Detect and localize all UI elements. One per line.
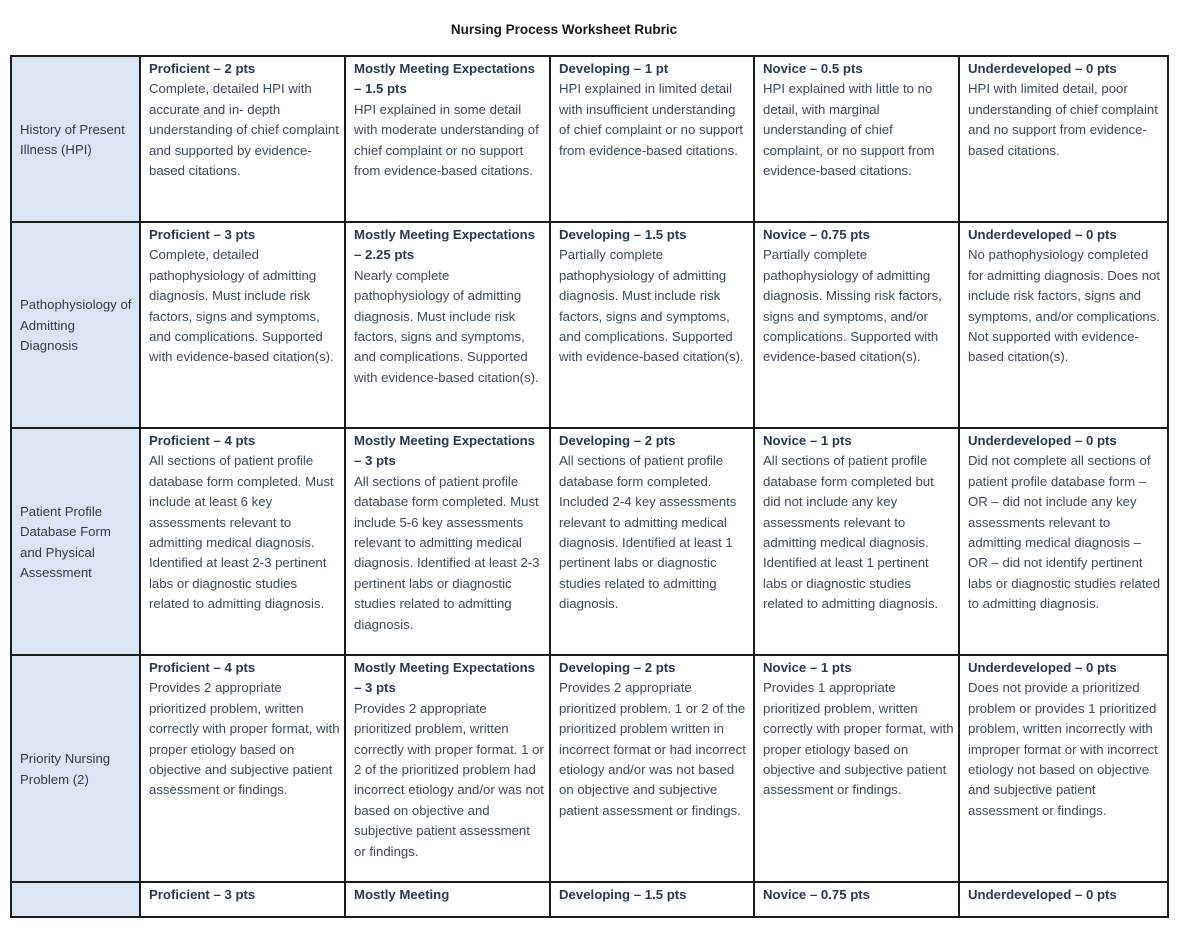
underdeveloped-cell	[959, 222, 1168, 428]
score-description: Partially complete pathophysiology of admitting diagnosis. Missing risk factors, signs and symptoms, and/or complications. Supported with evidence-based citation(s).	[763, 247, 942, 365]
score-description: Provides 2 appropriate prioritized problem, written correctly with proper format, with proper etiology based on objective and subjective patient assessment or findings.	[149, 680, 340, 798]
rubric-row	[11, 222, 1168, 428]
criterion-cell	[11, 222, 140, 428]
score-description: HPI explained in some detail with moderate understanding of chief complaint or no support from evidence-based citations.	[354, 101, 539, 179]
novice-cell	[754, 655, 959, 882]
criterion-cell	[11, 882, 140, 917]
rubric-table	[10, 55, 1169, 918]
score-description: Provides 2 appropriate prioritized problem. 1 or 2 of the prioritized problem written in incorrect format or had incorrect etiology and/or was not based on objective and subjective patient assessment or findings.	[559, 680, 746, 818]
underdeveloped-cell	[959, 655, 1168, 882]
rubric-row	[11, 655, 1168, 882]
score-level-label: Novice – 0.75 pts	[763, 887, 871, 902]
score-description: Does not provide a prioritized problem or provides 1 prioritized problem, written incorrectly with improper format or with incorrect etiology not based on objective and subjective patient assessment or findings.	[968, 680, 1158, 818]
criterion-label: Patient Profile Database Form and Physical Assessment	[20, 503, 111, 580]
score-description: Provides 2 appropriate prioritized problem, written correctly with proper format. 1 or 2 of the prioritized problem had incorrect etiology and/or was not based on objective and subjective patient assessment or findings.	[354, 700, 544, 859]
score-level-label: Novice – 0.75 pts	[763, 227, 871, 242]
score-description: Complete, detailed HPI with accurate and in- depth understanding of chief complaint and supported by evidence-based citations.	[149, 81, 339, 179]
score-level-label: Novice – 1 pts	[763, 660, 852, 675]
score-level-label: Mostly Meeting Expectations – 1.5 pts	[354, 61, 535, 97]
score-description: All sections of patient profile database form completed. Must include 5-6 key assessments relevant to admitting medical diagnosis. Identified at least 2-3 pertinent labs or diagnostic studies related to admitting diagnosis.	[354, 473, 540, 632]
score-description: HPI explained with little to no detail, with marginal understanding of chief complaint, or no support from evidence-based citations.	[763, 81, 935, 179]
score-level-label: Underdeveloped – 0 pts	[968, 433, 1117, 448]
score-level-label: Mostly Meeting Expectations – 3 pts	[354, 660, 535, 696]
score-level-label: Underdeveloped – 0 pts	[968, 660, 1117, 675]
rubric-row	[11, 882, 1168, 917]
underdeveloped-cell	[959, 56, 1168, 222]
score-level-label: Underdeveloped – 0 pts	[968, 61, 1117, 76]
score-level-label: Underdeveloped – 0 pts	[968, 227, 1117, 242]
score-level-label: Mostly Meeting	[354, 887, 450, 902]
mostly-meeting-cell	[345, 428, 550, 655]
score-level-label: Developing – 1 pt	[559, 61, 669, 76]
score-level-label: Proficient – 3 pts	[149, 887, 256, 902]
score-description: Provides 1 appropriate prioritized problem, written correctly with proper format, with proper etiology based on objective and subjective patient assessment or findings.	[763, 680, 954, 798]
novice-cell	[754, 56, 959, 222]
score-description: All sections of patient profile database form completed. Must include at least 6 key assessments relevant to admitting medical diagnosis. Identified at least 2-3 pertinent labs or diagnostic studies related to admitting diagnosis.	[149, 453, 334, 612]
novice-cell	[754, 882, 959, 917]
score-description: HPI explained in limited detail with insufficient understanding of chief complaint or no support from evidence-based citations.	[559, 81, 743, 158]
mostly-meeting-cell	[345, 882, 550, 917]
score-description: HPI with limited detail, poor understanding of chief complaint and no support from evidence-based citations.	[968, 81, 1158, 158]
mostly-meeting-cell	[345, 56, 550, 222]
score-level-label: Novice – 0.5 pts	[763, 61, 863, 76]
rubric-body	[11, 56, 1168, 917]
criterion-label: History of Present Illness (HPI)	[20, 121, 125, 157]
score-level-label: Proficient – 3 pts	[149, 227, 256, 242]
mostly-meeting-cell	[345, 655, 550, 882]
criterion-label: Pathophysiology of Admitting Diagnosis	[20, 297, 132, 354]
score-description: Complete, detailed pathophysiology of admitting diagnosis. Must include risk factors, signs and symptoms, and complications. Supported with evidence-based citation(s).	[149, 247, 334, 365]
rubric-row	[11, 56, 1168, 222]
novice-cell	[754, 222, 959, 428]
score-level-label: Developing – 2 pts	[559, 433, 676, 448]
score-level-label: Developing – 1.5 pts	[559, 887, 687, 902]
page-title: Nursing Process Worksheet Rubric	[450, 22, 678, 37]
score-description: No pathophysiology completed for admitting diagnosis. Does not include risk factors, signs and symptoms, and/or complications. Not supported with evidence-based citation(s).	[968, 247, 1161, 365]
score-description: All sections of patient profile database form completed but did not include any key assessments relevant to admitting medical diagnosis. Identified at least 1 pertinent labs or diagnostic studies related to admitting diagnosis.	[763, 453, 939, 612]
score-description: All sections of patient profile database form completed. Included 2-4 key assessments relevant to admitting medical diagnosis. Identified at least 1 pertinent labs or diagnostic studies related to admitting diagnosis.	[559, 453, 737, 612]
mostly-meeting-cell	[345, 222, 550, 428]
criterion-label: Priority Nursing Problem (2)	[20, 751, 111, 787]
developing-cell	[550, 222, 754, 428]
underdeveloped-cell	[959, 428, 1168, 655]
rubric-row	[11, 428, 1168, 655]
score-level-label: Mostly Meeting Expectations – 3 pts	[354, 433, 535, 469]
score-description: Partially complete pathophysiology of admitting diagnosis. Must include risk factors, signs and symptoms, and complications. Supported with evidence-based citation(s).	[559, 247, 744, 365]
score-level-label: Underdeveloped – 0 pts	[968, 887, 1117, 902]
score-level-label: Developing – 1.5 pts	[559, 227, 687, 242]
score-description: Nearly complete pathophysiology of admitting diagnosis. Must include risk factors, signs and symptoms, and complications. Supported with evidence-based citation(s).	[354, 267, 539, 385]
underdeveloped-cell	[959, 882, 1168, 917]
criterion-cell	[11, 56, 140, 222]
proficient-cell	[140, 222, 345, 428]
score-description: Did not complete all sections of patient profile database form – OR – did not include any key assessments relevant to admitting medical diagnosis – OR – did not identify pertinent labs or diagnostic studies related to admitting diagnosis.	[968, 453, 1161, 612]
proficient-cell	[140, 655, 345, 882]
proficient-cell	[140, 56, 345, 222]
proficient-cell	[140, 428, 345, 655]
developing-cell	[550, 882, 754, 917]
novice-cell	[754, 428, 959, 655]
score-level-label: Proficient – 4 pts	[149, 660, 256, 675]
score-level-label: Mostly Meeting Expectations – 2.25 pts	[354, 227, 535, 263]
criterion-cell	[11, 655, 140, 882]
criterion-cell	[11, 428, 140, 655]
developing-cell	[550, 428, 754, 655]
proficient-cell	[140, 882, 345, 917]
score-level-label: Proficient – 4 pts	[149, 433, 256, 448]
developing-cell	[550, 56, 754, 222]
developing-cell	[550, 655, 754, 882]
score-level-label: Developing – 2 pts	[559, 660, 676, 675]
score-level-label: Novice – 1 pts	[763, 433, 852, 448]
score-level-label: Proficient – 2 pts	[149, 61, 256, 76]
